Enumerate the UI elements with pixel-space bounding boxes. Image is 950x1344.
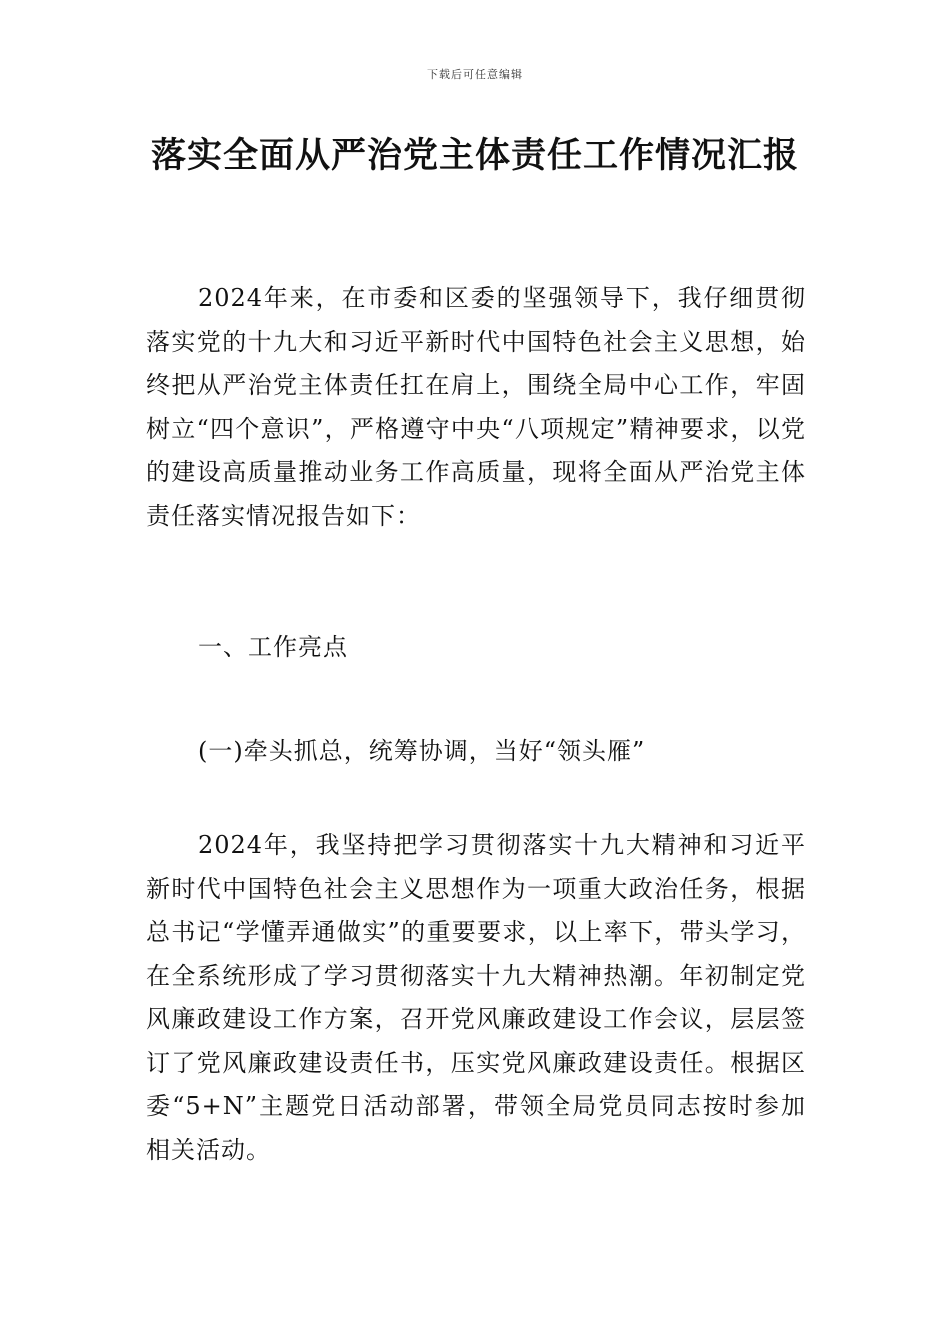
section-heading: 一、工作亮点 [198,633,348,661]
header-note: 下载后可任意编辑 [427,68,523,81]
intro-paragraph: 2024年来，在市委和区委的坚强领导下，我仔细贯彻落实党的十九大和习近平新时代中国特色社会主义思想，始终把从严治党主体责任扛在肩上，围绕全局中心工作，牢固树立“四个意识”，严格遵守中央“八项规定”精神要求，以党的建设高质量推动业务工作高质量，现将全面从严治党主体责任落实情况报告如下： [146,284,806,530]
body-paragraph: 2024年，我坚持把学习贯彻落实十九大精神和习近平新时代中国特色社会主义思想作为一项重大政治任务，根据总书记“学懂弄通做实”的重要要求，以上率下，带头学习，在全系统形成了学习贯彻落实十九大精神热潮。年初制定党风廉政建设工作方案，召开党风廉政建设工作会议，层层签订了党风廉政建设责任书，压实党风廉政建设责任。根据区委“5+N”主题党日活动部署，带领全局党员同志按时参加相关活动。 [146,831,806,1164]
subsection-heading: (一)牵头抓总，统筹协调，当好“领头雁” [198,737,646,765]
document-title: 落实全面从严治党主体责任工作情况汇报 [150,136,799,176]
